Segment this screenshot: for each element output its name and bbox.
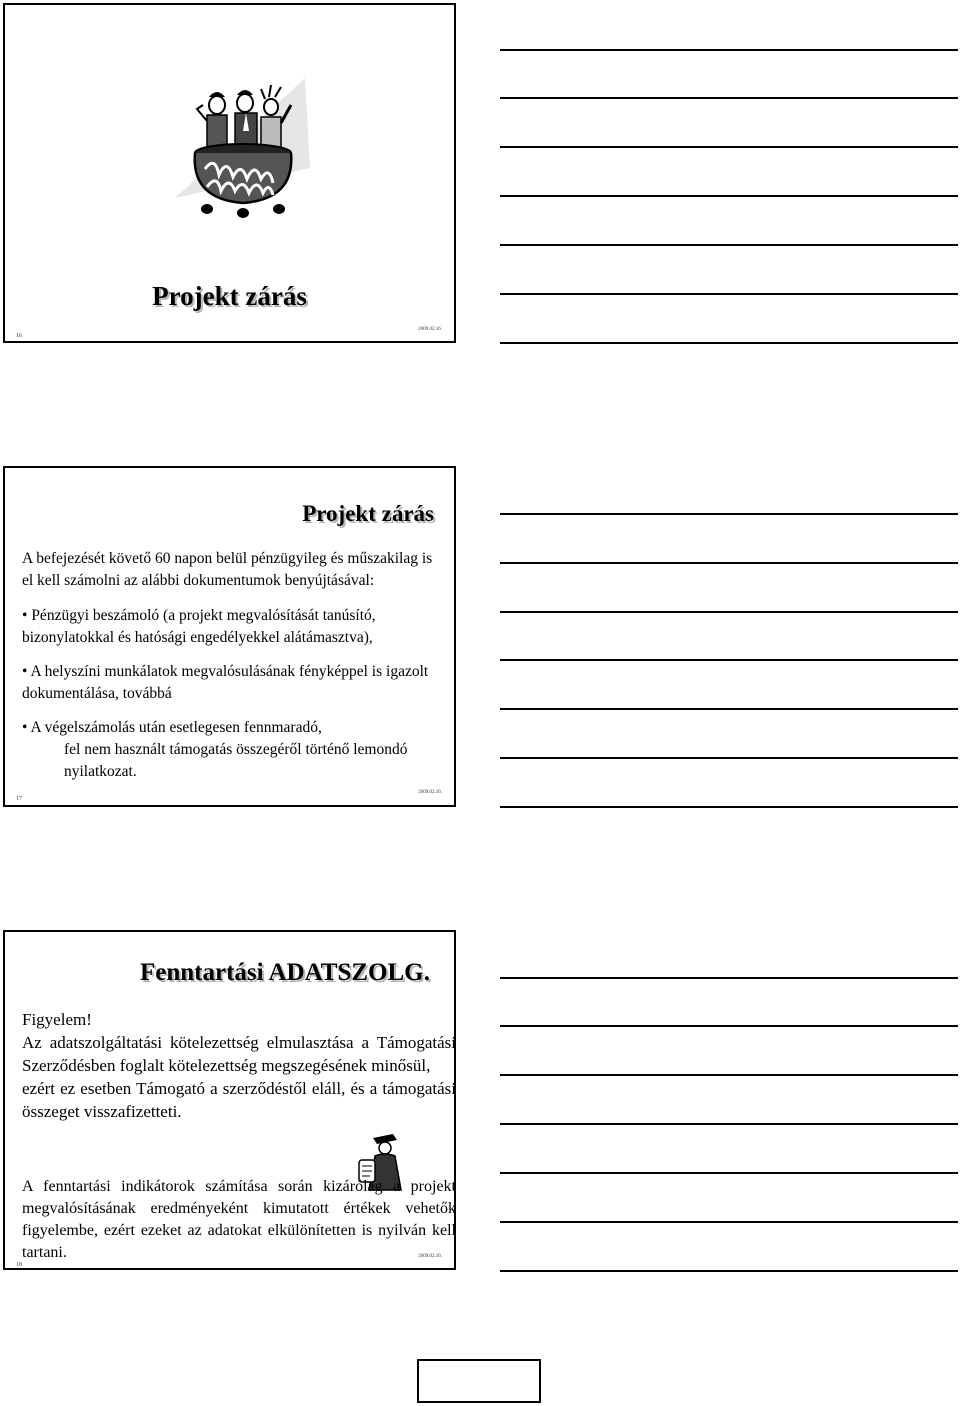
note-line bbox=[500, 97, 958, 99]
note-line bbox=[500, 342, 958, 344]
bullet-text: Pénzügyi beszámoló (a projekt megvalósítását tanúsító, bizonylatokkal és hatósági engedélyekkel alátámasztva), bbox=[22, 607, 376, 646]
slide-body bbox=[22, 1008, 456, 1123]
page-number-box bbox=[417, 1359, 541, 1403]
note-line bbox=[500, 757, 958, 759]
note-line bbox=[500, 195, 958, 197]
note-line bbox=[500, 513, 958, 515]
note-line bbox=[500, 562, 958, 564]
slide-date: 2009.02.16. bbox=[418, 1254, 442, 1259]
slide-body bbox=[22, 548, 447, 795]
slide-number: 16 bbox=[16, 333, 22, 339]
slide-date: 2009.02.16. bbox=[418, 327, 442, 332]
note-line bbox=[500, 806, 958, 808]
note-line bbox=[500, 244, 958, 246]
bullet-text: A végelszámolás után esetlegesen fennmaradó, bbox=[30, 719, 322, 736]
note-line bbox=[500, 146, 958, 148]
note-line bbox=[500, 659, 958, 661]
note-line bbox=[500, 293, 958, 295]
note-line bbox=[500, 1074, 958, 1076]
bullet-item: • A végelszámolás után esetlegesen fennmaradó, fel nem használt támogatás összegéről történő lemondó nyilatkozat. bbox=[22, 717, 447, 783]
note-line bbox=[500, 1025, 958, 1027]
note-line bbox=[500, 1221, 958, 1223]
bullet-item: • A helyszíni munkálatok megvalósulásának fényképpel is igazolt dokumentálása, továbbá bbox=[22, 663, 429, 702]
slide-title: Fenntartási ADATSZOLG. bbox=[140, 959, 430, 986]
bullet-item: • Pénzügyi beszámoló (a projekt megvalósítását tanúsító, bizonylatokkal és hatósági engedélyekkel alátámasztva), bbox=[22, 607, 376, 646]
slide-18 bbox=[3, 930, 456, 1270]
people-in-cauldron-icon bbox=[155, 73, 315, 223]
note-line bbox=[500, 708, 958, 710]
slide-title: Projekt zárás bbox=[302, 501, 434, 526]
note-line bbox=[500, 977, 958, 979]
bullet-text: A helyszíni munkálatok megvalósulásának fényképpel is igazolt dokumentálása, továbbá bbox=[22, 663, 429, 702]
slide-17 bbox=[3, 466, 456, 807]
note-line bbox=[500, 1172, 958, 1174]
warning-text: Az adatszolgáltatási kötelezettség elmulasztása a Támogatási Szerződésben foglalt kötelezettség megszegésének minősül, bbox=[22, 1033, 456, 1075]
note-line bbox=[500, 49, 958, 51]
warning-label: Figyelem! bbox=[22, 1010, 92, 1029]
slide-title: Projekt zárás bbox=[152, 281, 307, 311]
note-line bbox=[500, 1270, 958, 1272]
slide-16 bbox=[3, 3, 456, 343]
slide-number: 18 bbox=[16, 1262, 22, 1268]
warning-text-2: ezért ez esetben Támogató a szerződéstől eláll, és a támogatási összeget visszafizetteti. bbox=[22, 1079, 456, 1121]
slide-date: 2009.02.16. bbox=[418, 790, 442, 795]
slide-number: 17 bbox=[16, 796, 22, 802]
bullet-continuation: fel nem használt támogatás összegéről történő lemondó nyilatkozat. bbox=[64, 741, 408, 780]
intro-text: A befejezését követő 60 napon belül pénzügyileg és műszakilag is el kell számolni az alábbi dokumentumok benyújtásával: bbox=[22, 550, 433, 589]
note-line bbox=[500, 611, 958, 613]
indicator-text: A fenntartási indikátorok számítása során kizárólag a projekt megvalósításának eredményeként kimutatott értékek vehetők figyelembe, ezért ezeket az adatokat elkülönítetten is nyilván kell tartani. bbox=[22, 1178, 456, 1261]
note-line bbox=[500, 1123, 958, 1125]
